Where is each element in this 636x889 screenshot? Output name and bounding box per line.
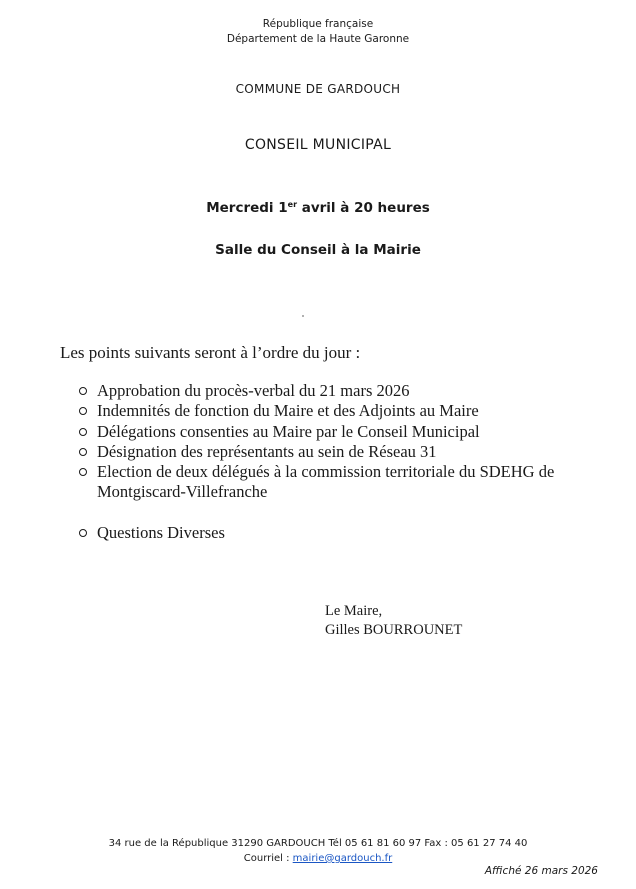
circle-bullet-icon [79,428,87,436]
signature-title: Le Maire, [325,603,383,619]
circle-bullet-icon [79,407,87,415]
agenda-intro: Les points suivants seront à l’ordre du jour : [60,343,361,362]
signature-block [325,602,462,640]
circle-bullet-icon [79,387,87,395]
agenda-item-extra [75,523,615,543]
email-link[interactable]: mairie@gardouch.fr [292,853,393,864]
agenda-item [75,442,615,462]
commune-title: COMMUNE DE GARDOUCH [235,82,401,96]
circle-bullet-icon [79,529,87,537]
meeting-date [0,200,636,216]
agenda-item [75,381,615,401]
footer-address: 34 rue de la République 31290 GARDOUCH Tél 05 61 81 60 97 Fax : 05 61 27 74 40 [108,838,528,849]
agenda-item-text: Election de deux délégués à la commission territoriale du SDEHG de Montgiscard-Villefranche [97,462,555,502]
posted-date: Affiché 26 mars 2026 [484,865,598,877]
footer-mail-label: Courriel : [243,853,293,864]
departement-line: Département de la Haute Garonne [226,33,410,45]
agenda-item [75,401,615,421]
circle-bullet-icon [79,468,87,476]
conseil-title: CONSEIL MUNICIPAL [244,137,392,153]
agenda-item-text: Délégations consenties au Maire par le Conseil Municipal [97,421,480,441]
footer [0,836,636,866]
document-header [0,17,636,47]
agenda-item-text: Indemnités de fonction du Maire et des Adjoints au Maire [97,401,479,421]
circle-bullet-icon [79,448,87,456]
agenda-item-text: Questions Diverses [97,522,225,542]
agenda-list [75,381,615,543]
footer-mail-line [0,851,636,866]
agenda-item-text: Approbation du procès-verbal du 21 mars 2026 [97,381,410,400]
agenda-item-text: Désignation des représentants au sein de Réseau 31 [97,441,437,461]
meeting-date-prefix: Mercredi 1 [206,200,288,216]
republique-line: République française [262,18,374,30]
agenda-item [75,462,615,503]
agenda-item [75,422,615,442]
meeting-date-suffix: avril à 20 heures [297,200,430,216]
meeting-location: Salle du Conseil à la Mairie [215,242,421,258]
scan-speck [302,315,304,317]
meeting-date-sup: er [287,200,298,209]
signature-name: Gilles BOURROUNET [325,622,463,638]
